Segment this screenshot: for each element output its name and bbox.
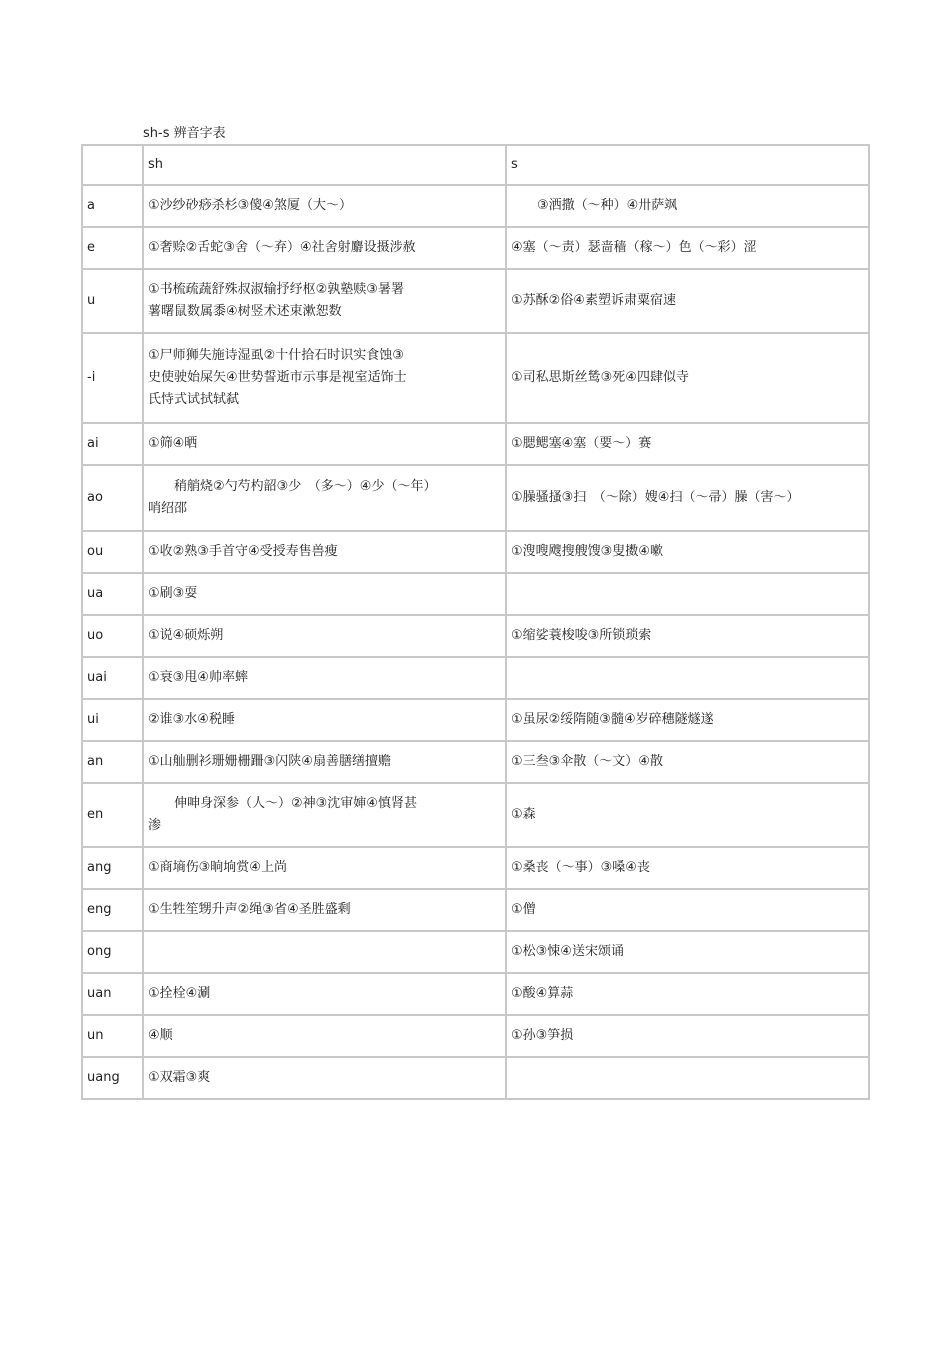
table-row <box>81 532 870 574</box>
char-list: ①沙纱砂痧杀杉③傻④煞厦（大～） <box>148 198 352 213</box>
char-list: ①刷③耍 <box>148 586 198 601</box>
sh-cell <box>144 616 507 658</box>
char-list: ①臊骚搔③扫 （～除）嫂④扫（～帚）臊（害～） <box>511 490 800 505</box>
char-list: ④塞（～责）瑟啬穑（稼～）色（～彩）涩 <box>511 240 757 255</box>
row-key-cell <box>81 932 144 974</box>
s-cell <box>507 784 870 848</box>
row-key-cell <box>81 574 144 616</box>
char-list: ①僧 <box>511 902 536 917</box>
s-cell <box>507 742 870 784</box>
s-cell <box>507 466 870 532</box>
s-cell <box>507 1016 870 1058</box>
char-list: ①苏酥②俗④素塑诉肃粟宿速 <box>511 293 676 308</box>
s-cell <box>507 890 870 932</box>
row-key-cell <box>81 890 144 932</box>
table-row <box>81 334 870 424</box>
char-list: ①筛④晒 <box>148 436 198 451</box>
final-label: uan <box>87 986 112 1001</box>
table-row <box>81 932 870 974</box>
sh-cell <box>144 700 507 742</box>
header-cell-s: s <box>507 144 870 186</box>
s-cell <box>507 700 870 742</box>
row-key-cell <box>81 700 144 742</box>
final-label: an <box>87 754 104 769</box>
char-list: ③洒撒（～种）④卅萨飒 <box>511 198 678 213</box>
char-list: 稍艄烧②勺芍杓韶③少 （多～）④少（～年） 哨绍邵 <box>148 479 437 516</box>
char-list: ①生牲笙甥升声②绳③省④圣胜盛剩 <box>148 902 351 917</box>
sh-cell <box>144 270 507 334</box>
char-list: ②谁③水④税睡 <box>148 712 235 727</box>
sh-cell <box>144 424 507 466</box>
char-list: ①三叁③伞散（～文）④散 <box>511 754 663 769</box>
header-cell-key <box>81 144 144 186</box>
sh-cell <box>144 186 507 228</box>
row-key-cell <box>81 1016 144 1058</box>
page-title: sh-s 辨音字表 <box>143 126 226 141</box>
final-label: ou <box>87 544 104 559</box>
final-label: eng <box>87 902 112 917</box>
table-row <box>81 974 870 1016</box>
char-list: ①腮鳃塞④塞（要～）赛 <box>511 436 652 451</box>
char-list: ①森 <box>511 807 536 822</box>
row-key-cell <box>81 974 144 1016</box>
s-cell <box>507 658 870 700</box>
table-row <box>81 574 870 616</box>
row-key-cell <box>81 784 144 848</box>
pinyin-table <box>81 144 870 1100</box>
final-label: ua <box>87 586 104 601</box>
table-row <box>81 700 870 742</box>
table-row <box>81 466 870 532</box>
table-row <box>81 616 870 658</box>
row-key-cell <box>81 466 144 532</box>
final-label: ui <box>87 712 99 727</box>
sh-cell <box>144 848 507 890</box>
row-key-cell <box>81 228 144 270</box>
sh-cell <box>144 658 507 700</box>
final-label: -i <box>87 370 96 385</box>
char-list: ①溲嗖飕搜艘馊③叟擞④嗽 <box>511 544 663 559</box>
char-list: 伸呻身深参（人～）②神③沈审婶④慎肾甚 渗 <box>148 796 417 833</box>
row-key-cell <box>81 424 144 466</box>
char-list: ①司私思斯丝鸶③死④四肆似寺 <box>511 370 689 385</box>
char-list: ④顺 <box>148 1028 173 1043</box>
table-header-row <box>81 144 870 186</box>
char-list: ①收②熟③手首守④受授寿售兽瘦 <box>148 544 338 559</box>
sh-cell <box>144 890 507 932</box>
table-row <box>81 424 870 466</box>
table-row <box>81 784 870 848</box>
final-label: u <box>87 293 96 308</box>
char-list: ①双霜③爽 <box>148 1070 211 1085</box>
s-cell <box>507 932 870 974</box>
s-cell <box>507 228 870 270</box>
final-label: uo <box>87 628 104 643</box>
sh-cell <box>144 784 507 848</box>
table-row <box>81 890 870 932</box>
sh-cell <box>144 1058 507 1100</box>
char-list: ①说④硕烁朔 <box>148 628 224 643</box>
final-label: en <box>87 807 104 822</box>
table-row <box>81 742 870 784</box>
row-key-cell <box>81 616 144 658</box>
char-list: ①酸④算蒜 <box>511 986 574 1001</box>
char-list: ①书梳疏蔬舒殊叔淑输抒纾枢②孰塾赎③暑署 薯曙鼠数属黍④树竖术述束漱恕数 <box>148 282 404 319</box>
row-key-cell <box>81 334 144 424</box>
s-cell <box>507 270 870 334</box>
final-label: ang <box>87 860 112 875</box>
sh-cell <box>144 532 507 574</box>
final-label: ong <box>87 944 112 959</box>
char-list: ①桑丧（～事）③嗓④丧 <box>511 860 650 875</box>
char-list: ①尸师狮失施诗湿虱②十什拾石时识实食蚀③ 史使驶始屎矢④世势誓逝市示事是视室适饰士 氏恃式试拭轼弑 <box>148 348 407 407</box>
char-list: ①孙③笋损 <box>511 1028 574 1043</box>
table-row <box>81 186 870 228</box>
row-key-cell <box>81 186 144 228</box>
table-row <box>81 1016 870 1058</box>
s-cell <box>507 532 870 574</box>
char-list: ①虽尿②绥隋随③髓④岁碎穗隧燧遂 <box>511 712 714 727</box>
row-key-cell <box>81 658 144 700</box>
s-cell <box>507 186 870 228</box>
final-label: un <box>87 1028 104 1043</box>
char-list: ①山舢删衫珊姗栅跚③闪陕④扇善膳缮擅赡 <box>148 754 391 769</box>
char-list: ①松③悚④送宋颂诵 <box>511 944 624 959</box>
s-cell <box>507 574 870 616</box>
s-cell <box>507 974 870 1016</box>
s-cell <box>507 424 870 466</box>
sh-cell <box>144 1016 507 1058</box>
s-cell <box>507 848 870 890</box>
s-cell <box>507 616 870 658</box>
table-row <box>81 658 870 700</box>
char-list: ①衰③甩④帅率蟀 <box>148 670 248 685</box>
char-list: ①拴栓④涮 <box>148 986 211 1001</box>
row-key-cell <box>81 848 144 890</box>
s-cell <box>507 334 870 424</box>
final-label: uai <box>87 670 107 685</box>
row-key-cell <box>81 742 144 784</box>
sh-cell <box>144 466 507 532</box>
table-row <box>81 1058 870 1100</box>
sh-cell <box>144 334 507 424</box>
sh-cell <box>144 932 507 974</box>
row-key-cell <box>81 1058 144 1100</box>
final-label: uang <box>87 1070 120 1085</box>
sh-cell <box>144 742 507 784</box>
char-list: ①商墒伤③晌垧赏④上尚 <box>148 860 287 875</box>
char-list: ①奢赊②舌蛇③舍（～弃）④社舍射麝设摄涉赦 <box>148 240 416 255</box>
final-label: e <box>87 240 95 255</box>
table-row <box>81 228 870 270</box>
final-label: a <box>87 198 95 213</box>
final-label: ao <box>87 490 103 505</box>
row-key-cell <box>81 270 144 334</box>
row-key-cell <box>81 532 144 574</box>
s-cell <box>507 1058 870 1100</box>
header-cell-sh: sh <box>144 144 507 186</box>
sh-cell <box>144 574 507 616</box>
sh-cell <box>144 228 507 270</box>
table-row <box>81 848 870 890</box>
final-label: ai <box>87 436 99 451</box>
char-list: ①缩娑蓑梭唆③所锁琐索 <box>511 628 652 643</box>
table-row <box>81 270 870 334</box>
sh-cell <box>144 974 507 1016</box>
